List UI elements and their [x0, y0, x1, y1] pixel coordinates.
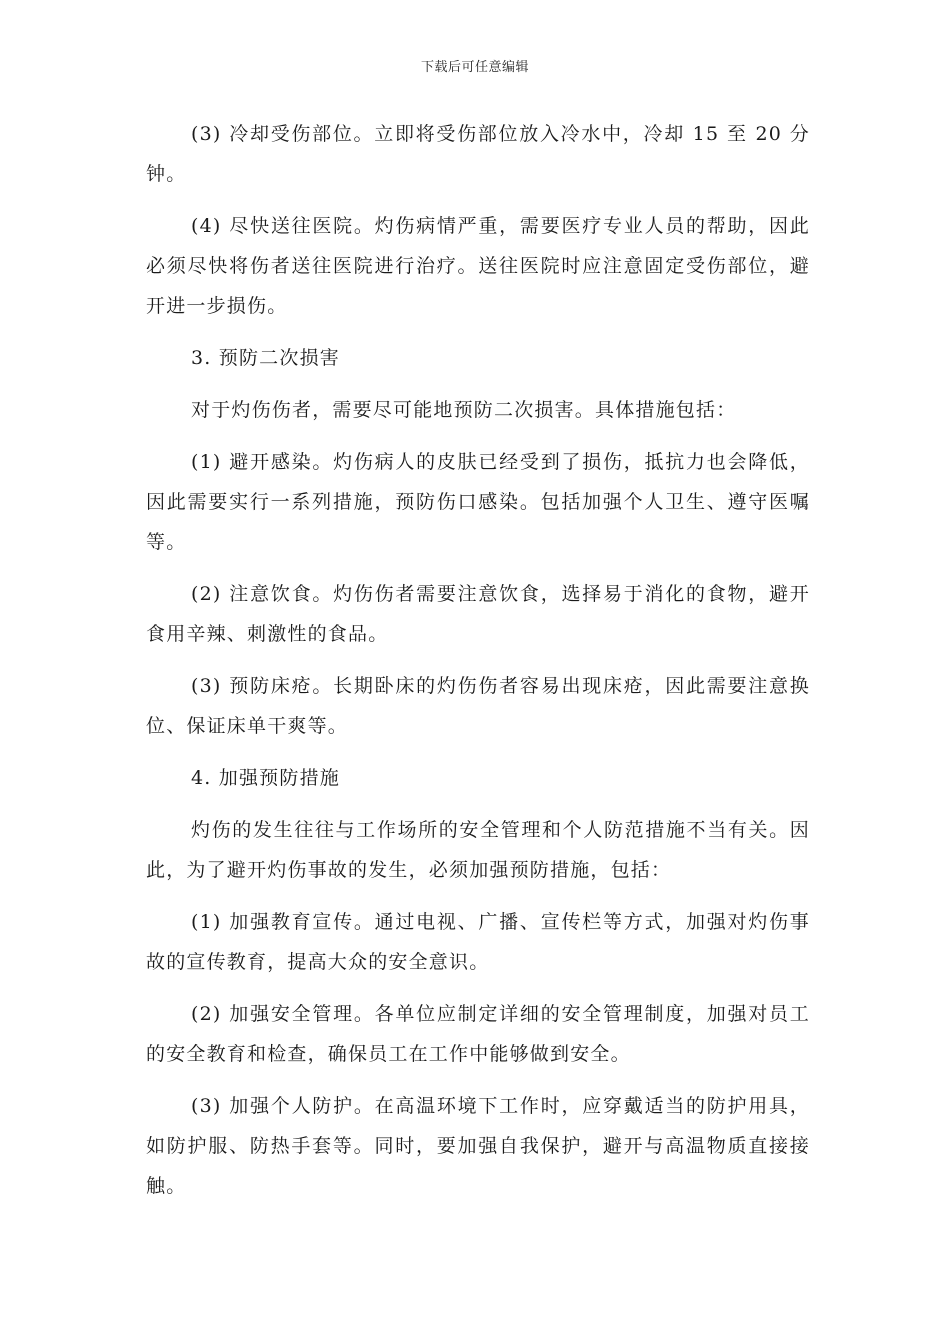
- paragraph-prevention-intro: 灼伤的发生往往与工作场所的安全管理和个人防范措施不当有关。因此，为了避开灼伤事故的发生，必须加强预防措施，包括：: [146, 819, 810, 881]
- paragraph-hospital: (4) 尽快送往医院。灼伤病情严重，需要医疗专业人员的帮助，因此必须尽快将伤者送往医院进行治疗。送往医院时应注意固定受伤部位，避开进一步损伤。: [146, 215, 810, 317]
- paragraph-bedsores: (3) 预防床疮。长期卧床的灼伤伤者容易出现床疮，因此需要注意换位、保证床单干爽等。: [146, 675, 810, 737]
- document-body: [146, 114, 810, 1218]
- paragraph-safety-management: (2) 加强安全管理。各单位应制定详细的安全管理制度，加强对员工的安全教育和检查，确保员工在工作中能够做到安全。: [146, 1003, 810, 1065]
- page-header: 下载后可任意编辑: [420, 60, 529, 75]
- paragraph-avoid-infection: (1) 避开感染。灼伤病人的皮肤已经受到了损伤，抵抗力也会降低，因此需要实行一系列措施，预防伤口感染。包括加强个人卫生、遵守医嘱等。: [146, 451, 810, 553]
- paragraph-education: (1) 加强教育宣传。通过电视、广播、宣传栏等方式，加强对灼伤事故的宣传教育，提高大众的安全意识。: [146, 911, 810, 973]
- section-heading-strengthen-prevention: 4. 加强预防措施: [191, 767, 340, 789]
- section-heading-prevent-secondary-damage: 3. 预防二次损害: [191, 347, 340, 369]
- paragraph-diet: (2) 注意饮食。灼伤伤者需要注意饮食，选择易于消化的食物，避开食用辛辣、刺激性的食品。: [146, 583, 810, 645]
- paragraph-secondary-damage-intro: 对于灼伤伤者，需要尽可能地预防二次损害。具体措施包括：: [191, 399, 737, 421]
- paragraph-personal-protection: (3) 加强个人防护。在高温环境下工作时，应穿戴适当的防护用具，如防护服、防热手套等。同时，要加强自我保护，避开与高温物质直接接触。: [146, 1095, 810, 1197]
- paragraph-cooling: (3) 冷却受伤部位。立即将受伤部位放入冷水中，冷却 15 至 20 分钟。: [146, 123, 810, 185]
